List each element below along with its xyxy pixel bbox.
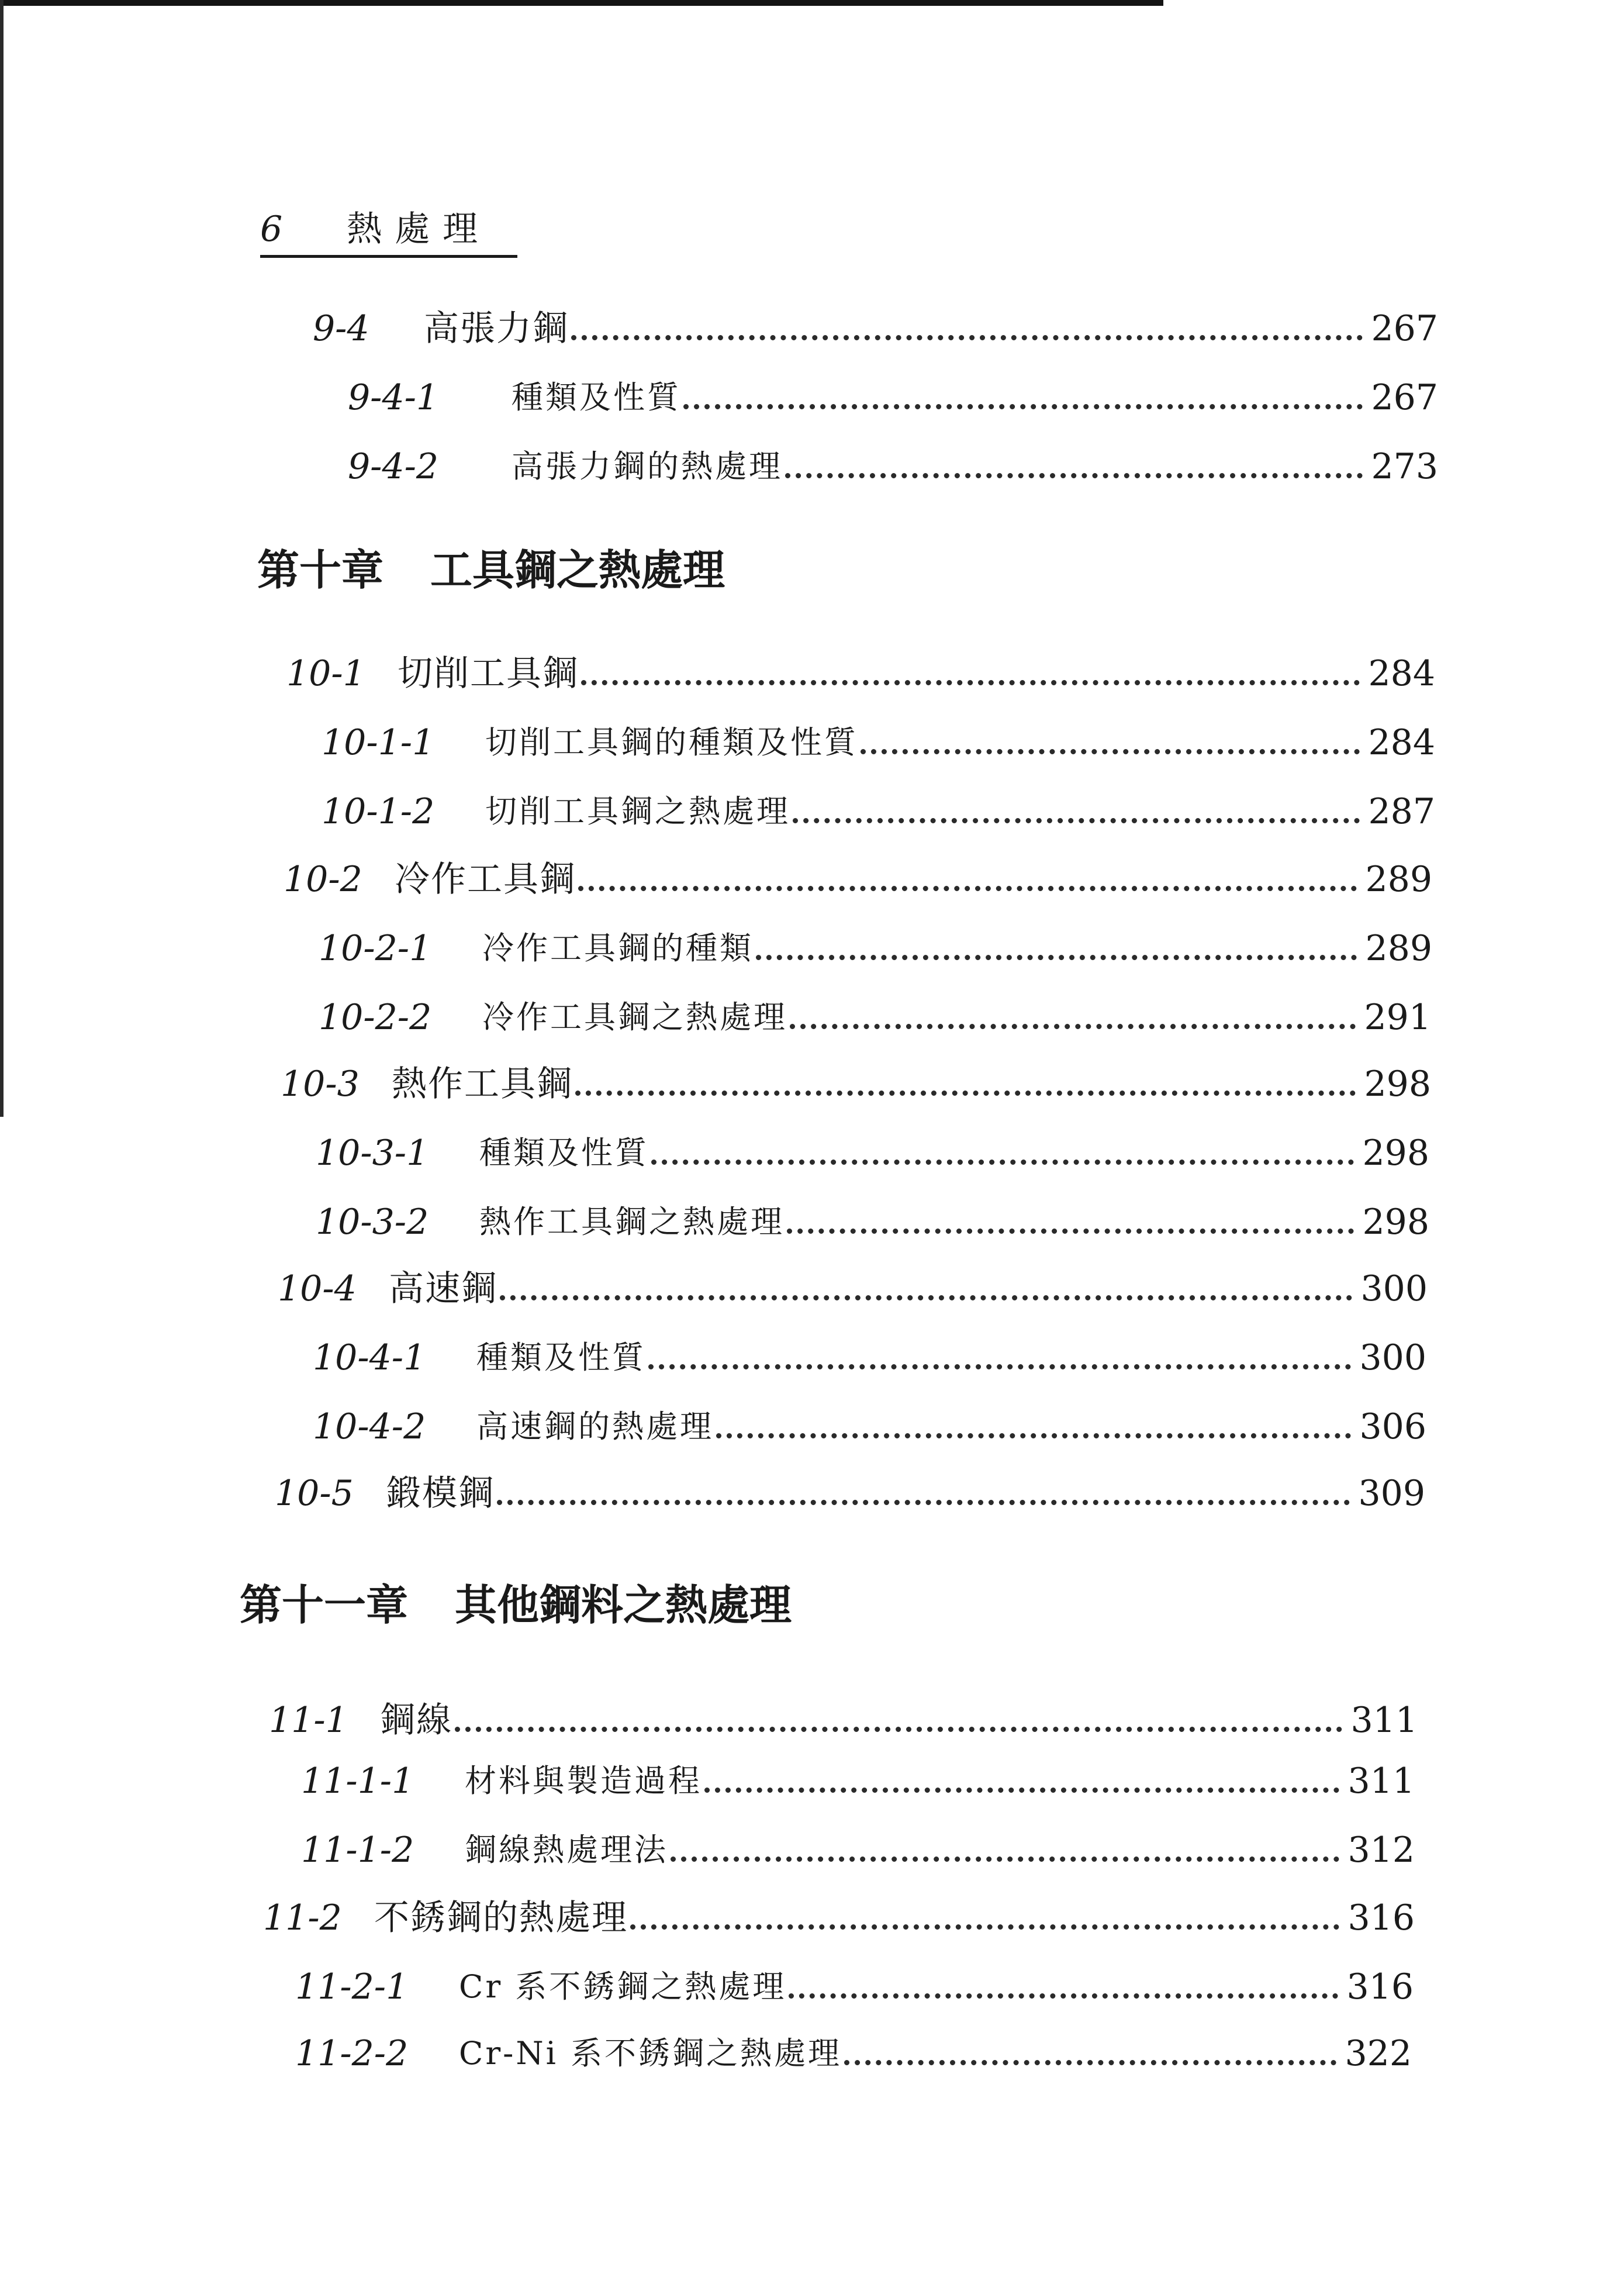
section-title: Cr-Ni 系不銹鋼之熱處理	[459, 2035, 842, 2072]
toc-subsection-entry[interactable]	[313, 1333, 1426, 1382]
section-title: 高張力鋼的熱處理	[512, 448, 783, 485]
section-number: 10-2-1	[319, 928, 432, 969]
page-number: 316	[1347, 1897, 1415, 1938]
dot-leader	[785, 473, 1363, 478]
dot-leader	[844, 2060, 1336, 2065]
dot-leader	[575, 1091, 1356, 1096]
toc-section-entry[interactable]	[269, 1696, 1418, 1745]
section-title: 熱作工具鋼之熱處理	[479, 1203, 785, 1240]
page-number: 316	[1346, 1966, 1414, 2007]
section-title: 切削工具鋼	[398, 653, 579, 694]
page-number: 289	[1365, 859, 1432, 900]
toc-section-entry[interactable]	[278, 1264, 1428, 1313]
section-number: 10-1-2	[322, 791, 435, 832]
section-title: 鋼線熱處理法	[465, 1831, 668, 1868]
dot-leader	[630, 1924, 1339, 1930]
section-number: 11-1-1	[301, 1761, 414, 1802]
dot-leader	[651, 1160, 1354, 1165]
page-number: 309	[1358, 1473, 1425, 1514]
section-title: 種類及性質	[479, 1134, 649, 1171]
section-title: 切削工具鋼之熱處理	[485, 793, 790, 830]
section-number: 10-2	[284, 859, 362, 900]
section-title: 不銹鋼的熱處理	[374, 1897, 628, 1938]
section-number: 11-2-1	[295, 1966, 409, 2007]
chapter-title: 工具鋼之熱處理	[430, 546, 725, 595]
toc-subsection-entry[interactable]	[348, 442, 1438, 491]
dot-leader	[500, 1295, 1352, 1300]
toc-subsection-entry[interactable]	[316, 1129, 1429, 1178]
toc-section-entry[interactable]	[286, 649, 1435, 698]
section-title: 鋼線	[380, 1700, 452, 1741]
page-number: 311	[1350, 1700, 1418, 1741]
dot-leader	[648, 1364, 1351, 1369]
page-number: 311	[1347, 1761, 1415, 1802]
section-title: 材料與製造過程	[465, 1762, 702, 1799]
section-number: 10-4-2	[313, 1406, 426, 1447]
section-title: 高速鋼	[389, 1268, 497, 1309]
section-number: 11-2-2	[295, 2033, 409, 2074]
page-number: 298	[1364, 1064, 1431, 1105]
page-number: 284	[1368, 722, 1435, 763]
header-book-title: 熱處理	[347, 209, 491, 250]
toc-subsection-entry[interactable]	[301, 1757, 1415, 1806]
section-title: 切削工具鋼的種類及性質	[485, 724, 858, 761]
section-number: 11-1	[269, 1700, 348, 1741]
toc-subsection-entry[interactable]	[313, 1402, 1426, 1451]
dot-leader	[683, 404, 1363, 409]
header-page-number: 6	[260, 209, 283, 250]
page-number: 284	[1368, 653, 1435, 694]
page-number: 287	[1368, 791, 1435, 832]
section-title: Cr 系不銹鋼之熱處理	[459, 1968, 787, 2005]
dot-leader	[789, 1993, 1338, 1999]
page-number: 306	[1359, 1406, 1426, 1447]
dot-leader	[716, 1433, 1351, 1438]
dot-leader	[571, 335, 1363, 340]
chapter-label: 第十一章	[240, 1581, 409, 1630]
page-number: 289	[1365, 928, 1432, 969]
toc-section-entry[interactable]	[281, 1060, 1431, 1109]
page-number: 291	[1364, 997, 1431, 1038]
header-underline	[260, 255, 517, 258]
section-number: 10-5	[275, 1473, 354, 1514]
section-title: 熱作工具鋼	[392, 1064, 573, 1105]
dot-leader	[497, 1500, 1350, 1505]
toc-subsection-entry[interactable]	[348, 373, 1438, 422]
toc-subsection-entry[interactable]	[316, 1198, 1429, 1247]
chapter-title: 其他鋼料之熱處理	[455, 1581, 792, 1630]
running-header	[260, 206, 490, 253]
toc-subsection-entry[interactable]	[295, 1962, 1414, 2011]
section-number: 10-3	[281, 1064, 360, 1105]
section-title: 高速鋼的熱處理	[476, 1408, 714, 1445]
section-number: 10-1	[286, 653, 365, 694]
toc-subsection-entry[interactable]	[322, 718, 1435, 767]
section-number: 10-1-1	[322, 722, 435, 763]
section-number: 10-2-2	[319, 997, 432, 1038]
section-number: 11-1-2	[301, 1830, 414, 1871]
page-number: 312	[1347, 1830, 1415, 1871]
dot-leader	[671, 1857, 1339, 1862]
page-number: 273	[1371, 446, 1438, 487]
chapter-label: 第十章	[257, 546, 384, 595]
chapter-heading	[257, 538, 725, 602]
section-number: 9-4	[313, 308, 369, 349]
toc-subsection-entry[interactable]	[295, 2029, 1412, 2078]
toc-section-entry[interactable]	[313, 304, 1438, 353]
section-title: 高張力鋼	[424, 308, 569, 349]
toc-subsection-entry[interactable]	[319, 993, 1431, 1042]
dot-leader	[861, 749, 1360, 754]
section-number: 10-4-1	[313, 1337, 426, 1378]
section-number: 10-4	[278, 1268, 357, 1309]
page-number: 300	[1359, 1337, 1426, 1378]
section-title: 種類及性質	[512, 379, 681, 416]
dot-leader	[704, 1788, 1339, 1793]
toc-subsection-entry[interactable]	[319, 924, 1432, 973]
section-title: 種類及性質	[476, 1339, 646, 1376]
page-number: 298	[1362, 1133, 1429, 1174]
dot-leader	[756, 955, 1357, 960]
dot-leader	[455, 1727, 1342, 1732]
dot-leader	[581, 680, 1360, 685]
section-number: 10-3-2	[316, 1202, 429, 1243]
section-title: 鍛模鋼	[386, 1473, 495, 1514]
dot-leader	[790, 1024, 1356, 1029]
toc-section-entry[interactable]	[263, 1893, 1415, 1942]
section-number: 9-4-2	[348, 446, 439, 487]
toc-subsection-entry[interactable]	[301, 1826, 1415, 1875]
section-number: 9-4-1	[348, 377, 439, 418]
section-number: 11-2	[263, 1897, 342, 1938]
page-number: 322	[1345, 2033, 1412, 2074]
scan-left-edge	[0, 0, 4, 1117]
section-title: 冷作工具鋼之熱處理	[482, 999, 787, 1036]
dot-leader	[578, 886, 1357, 891]
section-number: 10-3-1	[316, 1133, 429, 1174]
section-title: 冷作工具鋼	[395, 859, 576, 900]
section-title: 冷作工具鋼的種類	[482, 930, 754, 967]
scan-top-border	[0, 0, 1163, 6]
toc-section-entry[interactable]	[284, 855, 1432, 904]
page-number: 298	[1362, 1202, 1429, 1243]
toc-section-entry[interactable]	[275, 1469, 1425, 1518]
page-number: 300	[1360, 1268, 1428, 1309]
page-number: 267	[1371, 377, 1438, 418]
dot-leader	[793, 818, 1360, 823]
dot-leader	[787, 1229, 1354, 1234]
toc-subsection-entry[interactable]	[322, 787, 1435, 836]
page-number: 267	[1371, 308, 1438, 349]
chapter-heading	[240, 1573, 792, 1637]
